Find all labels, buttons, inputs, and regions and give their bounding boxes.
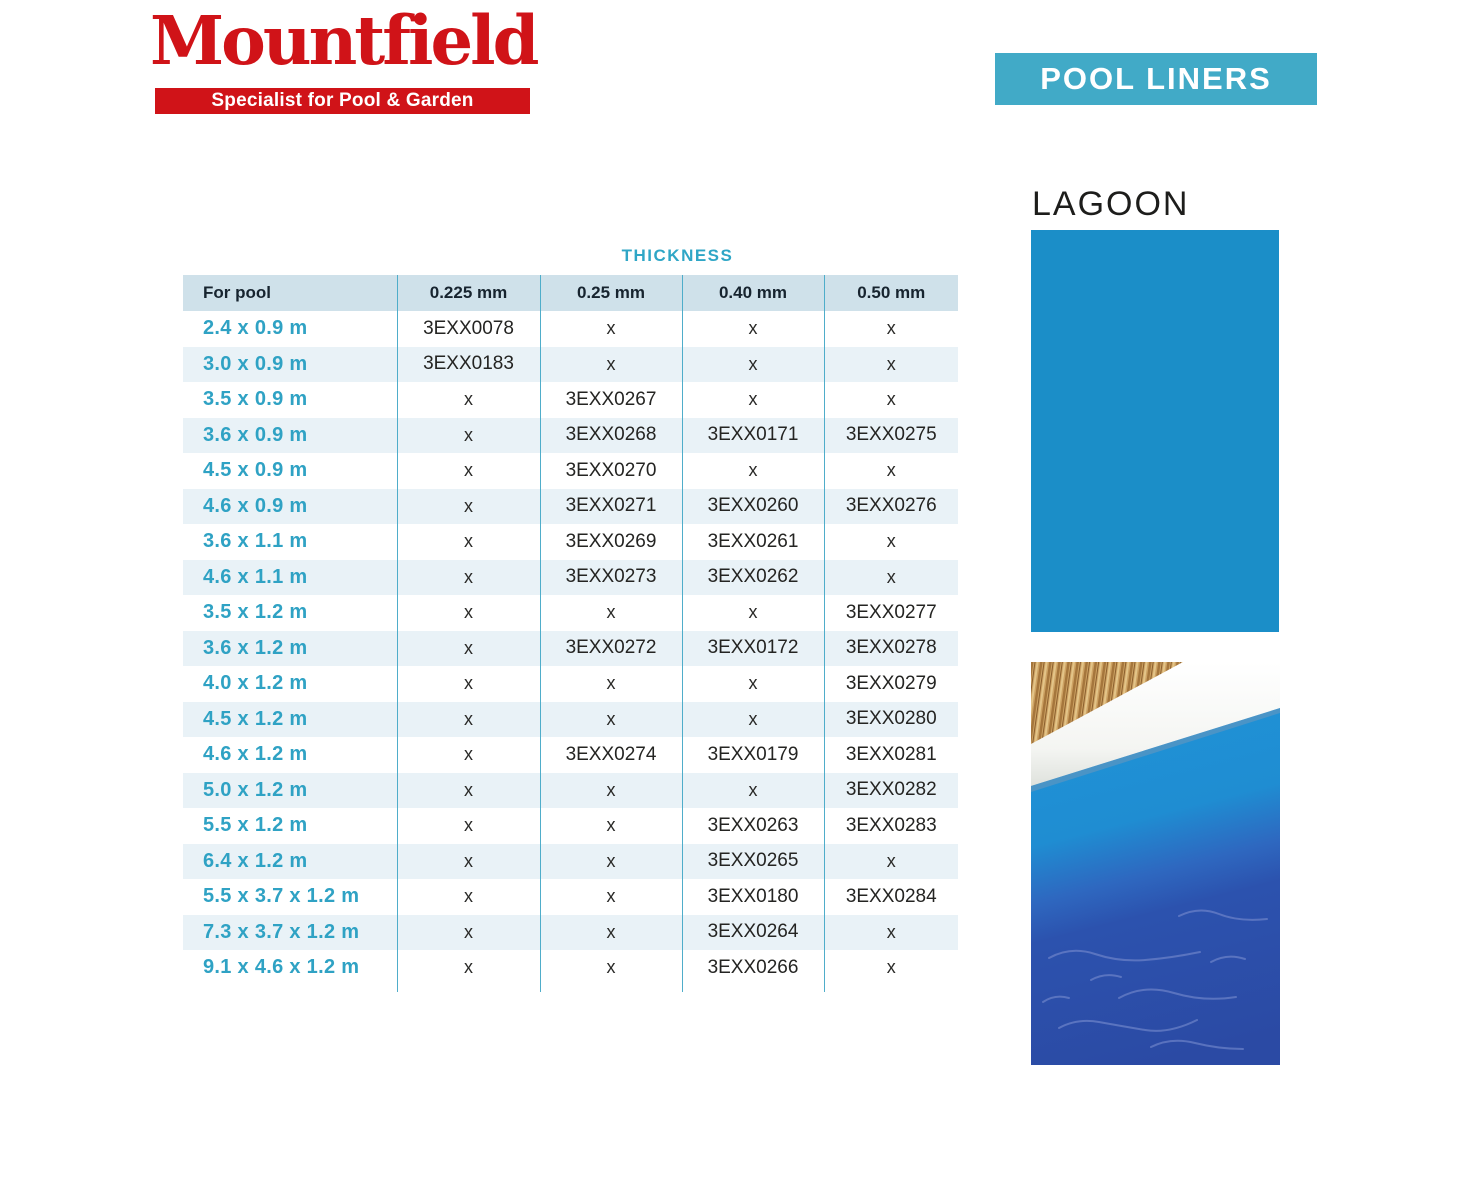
header-cell-1: 0.225 mm [397, 275, 540, 311]
not-available-cell: x [824, 347, 958, 383]
table-row [183, 879, 958, 915]
not-available-cell: x [540, 311, 682, 347]
product-code-cell: 3EXX0283 [824, 808, 958, 844]
product-code-cell: 3EXX0261 [682, 524, 824, 560]
not-available-cell: x [397, 773, 540, 809]
not-available-cell: x [682, 453, 824, 489]
brand-tagline-banner [155, 88, 530, 114]
product-code-cell: 3EXX0266 [682, 950, 824, 986]
product-code-cell: 3EXX0171 [682, 418, 824, 454]
not-available-cell: x [682, 347, 824, 383]
not-available-cell: x [540, 808, 682, 844]
not-available-cell: x [824, 844, 958, 880]
not-available-cell: x [397, 879, 540, 915]
table-row [183, 950, 958, 986]
table-row [183, 773, 958, 809]
product-code-cell: 3EXX0282 [824, 773, 958, 809]
pool-size-cell: 4.0 x 1.2 m [203, 672, 308, 695]
table-row [183, 844, 958, 880]
product-code-cell: 3EXX0265 [682, 844, 824, 880]
product-code-cell: 3EXX0262 [682, 560, 824, 596]
not-available-cell: x [682, 382, 824, 418]
product-code-cell: 3EXX0272 [540, 631, 682, 667]
pool-size-cell: 4.6 x 0.9 m [203, 494, 308, 517]
header-cell-2: 0.25 mm [540, 275, 682, 311]
table-row [183, 382, 958, 418]
table-row [183, 631, 958, 667]
table-rule-extension [183, 986, 958, 992]
product-code-cell: 3EXX0172 [682, 631, 824, 667]
not-available-cell: x [540, 347, 682, 383]
not-available-cell: x [397, 631, 540, 667]
product-code-cell: 3EXX0260 [682, 489, 824, 525]
product-code-cell: 3EXX0275 [824, 418, 958, 454]
product-code-cell: 3EXX0180 [682, 879, 824, 915]
brand-logo: Mountfield [150, 1, 537, 80]
table-row [183, 915, 958, 951]
pool-size-cell: 3.5 x 0.9 m [203, 388, 308, 411]
pool-size-cell: 3.0 x 0.9 m [203, 352, 308, 375]
not-available-cell: x [397, 489, 540, 525]
product-code-cell: 3EXX0277 [824, 595, 958, 631]
header-cell-0: For pool [203, 283, 271, 302]
pool-size-cell: 3.6 x 1.2 m [203, 636, 308, 659]
not-available-cell: x [824, 524, 958, 560]
pool-size-cell: 4.6 x 1.2 m [203, 743, 308, 766]
not-available-cell: x [397, 453, 540, 489]
lagoon-color-swatch [1031, 230, 1279, 632]
not-available-cell: x [397, 595, 540, 631]
not-available-cell: x [540, 595, 682, 631]
not-available-cell: x [824, 915, 958, 951]
header-cell-3: 0.40 mm [682, 275, 824, 311]
not-available-cell: x [397, 737, 540, 773]
not-available-cell: x [397, 950, 540, 986]
not-available-cell: x [682, 595, 824, 631]
product-code-cell: 3EXX0278 [824, 631, 958, 667]
pool-liners-label: POOL LINERS [1040, 61, 1272, 96]
not-available-cell: x [540, 702, 682, 738]
not-available-cell: x [540, 950, 682, 986]
table-row [183, 666, 958, 702]
pool-size-cell: 5.0 x 1.2 m [203, 778, 308, 801]
pool-size-cell: 4.6 x 1.1 m [203, 565, 308, 588]
table-header-row [183, 275, 958, 311]
not-available-cell: x [540, 915, 682, 951]
not-available-cell: x [824, 950, 958, 986]
product-code-cell: 3EXX0276 [824, 489, 958, 525]
pool-size-cell: 7.3 x 3.7 x 1.2 m [203, 920, 360, 943]
not-available-cell: x [397, 702, 540, 738]
not-available-cell: x [540, 844, 682, 880]
not-available-cell: x [824, 311, 958, 347]
table-row [183, 702, 958, 738]
table-row [183, 311, 958, 347]
header-cell-4: 0.50 mm [824, 275, 958, 311]
not-available-cell: x [824, 560, 958, 596]
pool-size-cell: 2.4 x 0.9 m [203, 317, 308, 340]
product-code-cell: 3EXX0183 [397, 347, 540, 383]
not-available-cell: x [397, 418, 540, 454]
not-available-cell: x [540, 773, 682, 809]
product-code-cell: 3EXX0273 [540, 560, 682, 596]
product-code-cell: 3EXX0179 [682, 737, 824, 773]
not-available-cell: x [682, 702, 824, 738]
table-row [183, 524, 958, 560]
not-available-cell: x [397, 808, 540, 844]
not-available-cell: x [540, 666, 682, 702]
brand-tagline: Specialist for Pool & Garden [211, 90, 474, 111]
product-code-cell: 3EXX0270 [540, 453, 682, 489]
liner-table-section [183, 246, 958, 992]
not-available-cell: x [824, 382, 958, 418]
table-row [183, 453, 958, 489]
product-code-cell: 3EXX0267 [540, 382, 682, 418]
product-code-cell: 3EXX0269 [540, 524, 682, 560]
table-row [183, 418, 958, 454]
product-code-cell: 3EXX0280 [824, 702, 958, 738]
product-code-cell: 3EXX0263 [682, 808, 824, 844]
table-body [183, 311, 958, 992]
not-available-cell: x [682, 773, 824, 809]
not-available-cell: x [397, 524, 540, 560]
pool-photo-graphic [1031, 662, 1280, 1065]
not-available-cell: x [397, 844, 540, 880]
product-code-cell: 3EXX0284 [824, 879, 958, 915]
not-available-cell: x [397, 666, 540, 702]
table-row [183, 595, 958, 631]
pool-size-cell: 4.5 x 1.2 m [203, 707, 308, 730]
product-code-cell: 3EXX0281 [824, 737, 958, 773]
pool-size-cell: 5.5 x 3.7 x 1.2 m [203, 885, 360, 908]
pool-liners-banner [995, 53, 1317, 105]
not-available-cell: x [540, 879, 682, 915]
pool-size-cell: 3.6 x 0.9 m [203, 423, 308, 446]
pool-size-cell: 3.5 x 1.2 m [203, 601, 308, 624]
pool-size-cell: 5.5 x 1.2 m [203, 814, 308, 837]
not-available-cell: x [682, 666, 824, 702]
product-name-lagoon: LAGOON [1032, 185, 1190, 223]
not-available-cell: x [824, 453, 958, 489]
table-row [183, 737, 958, 773]
product-code-cell: 3EXX0271 [540, 489, 682, 525]
thickness-title: THICKNESS [621, 246, 734, 265]
product-code-cell: 3EXX0078 [397, 311, 540, 347]
product-code-cell: 3EXX0279 [824, 666, 958, 702]
not-available-cell: x [397, 915, 540, 951]
pool-size-cell: 3.6 x 1.1 m [203, 530, 308, 553]
not-available-cell: x [682, 311, 824, 347]
product-code-cell: 3EXX0274 [540, 737, 682, 773]
liner-table [183, 275, 958, 992]
pool-size-cell: 6.4 x 1.2 m [203, 849, 308, 872]
pool-liner-photo [1031, 662, 1280, 1065]
pool-size-cell: 4.5 x 0.9 m [203, 459, 308, 482]
pool-size-cell: 9.1 x 4.6 x 1.2 m [203, 956, 360, 979]
product-code-cell: 3EXX0268 [540, 418, 682, 454]
table-row [183, 560, 958, 596]
not-available-cell: x [397, 560, 540, 596]
table-row [183, 347, 958, 383]
table-row [183, 489, 958, 525]
table-row [183, 808, 958, 844]
product-code-cell: 3EXX0264 [682, 915, 824, 951]
not-available-cell: x [397, 382, 540, 418]
